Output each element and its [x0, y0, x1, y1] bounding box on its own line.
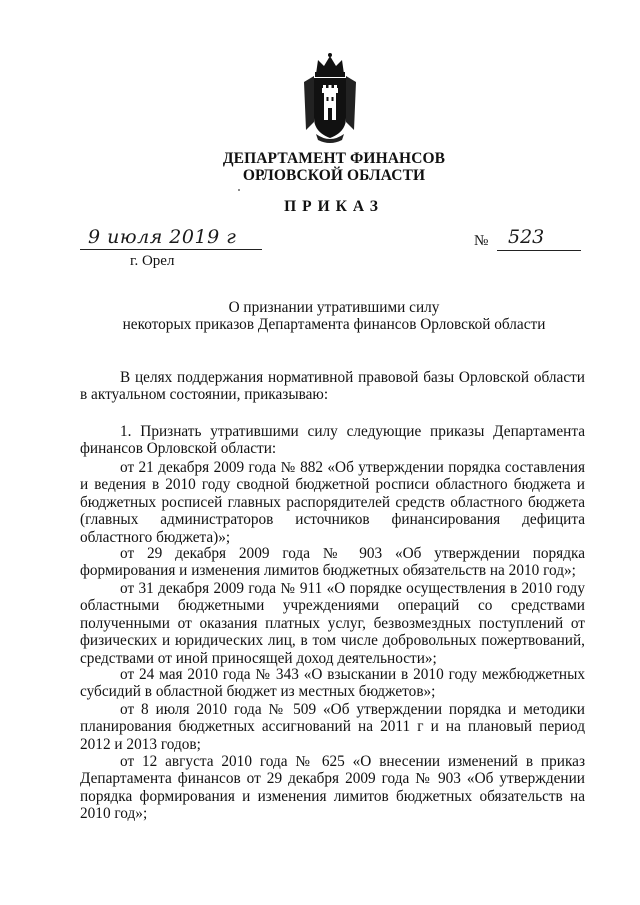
coat-of-arms-emblem: [302, 52, 358, 144]
decree-text: от 8 июля 2010 года № 509 «Об утверждении порядка и методики планирования бюджетных ассигнований на 2011 г и на плановый период 2012 и 2013 годов;: [80, 701, 585, 753]
date-underline: [80, 249, 262, 250]
subject-line2: некоторых приказов Департамента финансов Орловской области: [122, 316, 546, 333]
decree-text: от 29 декабря 2009 года № 903 «Об утверждении порядка формирования и изменения лимитов бюджетных обязательств на 2010 год»;: [80, 545, 585, 580]
decree-text: от 31 декабря 2009 года № 911 «О порядке осуществления в 2010 году областными бюджетными учреждениями операций со средствами полученными от оказания платных услуг, безвозмездных поступлений от физических и юридических лиц, в том числе добровольных пожертвований, средствами от иной приносящей доход деятельности»;: [80, 580, 585, 667]
department-name-line1: ДЕПАРТАМЕНТ ФИНАНСОВ: [222, 150, 446, 167]
decree-text: от 12 августа 2010 года № 625 «О внесении изменений в приказ Департамента финансов от 29 декабря 2009 года № 903 «Об утверждении порядка формирования и изменения лимитов бюджетных обязательств на 2010 год»;: [80, 753, 585, 823]
number-label: №: [474, 233, 489, 249]
handwritten-number: 523: [508, 226, 545, 248]
decree-item: [80, 580, 585, 667]
number-underline: [497, 250, 581, 251]
decree-item: [80, 459, 585, 546]
city-label: г. Орел: [130, 253, 175, 269]
item1-paragraph: [80, 423, 585, 458]
decree-item: [80, 666, 585, 701]
decree-text: от 21 декабря 2009 года № 882 «Об утверждении порядка составления и ведения в 2010 году сводной бюджетной росписи областного бюджета и бюджетных росписей главных распорядителей средств областного бюджета (главных администраторов источников финансирования дефицита областного бюджета)»;: [80, 459, 585, 546]
scan-speck: [238, 189, 240, 191]
item1-text: 1. Признать утратившими силу следующие приказы Департамента финансов Орловской области:: [80, 423, 585, 458]
document-type-title: ПРИКАЗ: [284, 198, 384, 215]
decree-item: [80, 545, 585, 580]
intro-paragraph: [80, 369, 585, 404]
decree-item: [80, 753, 585, 823]
intro-text: В целях поддержания нормативной правовой базы Орловской области в актуальном состоянии, приказываю:: [80, 369, 585, 404]
decree-item: [80, 701, 585, 753]
department-name-line2: ОРЛОВСКОЙ ОБЛАСТИ: [242, 167, 426, 184]
decree-text: от 24 мая 2010 года № 343 «О взыскании в 2010 году межбюджетных субсидий в областной бюджет из местных бюджетов»;: [80, 666, 585, 701]
handwritten-date: 9 июля 2019 г: [88, 226, 237, 248]
subject-line1: О признании утратившими силу: [228, 299, 440, 316]
